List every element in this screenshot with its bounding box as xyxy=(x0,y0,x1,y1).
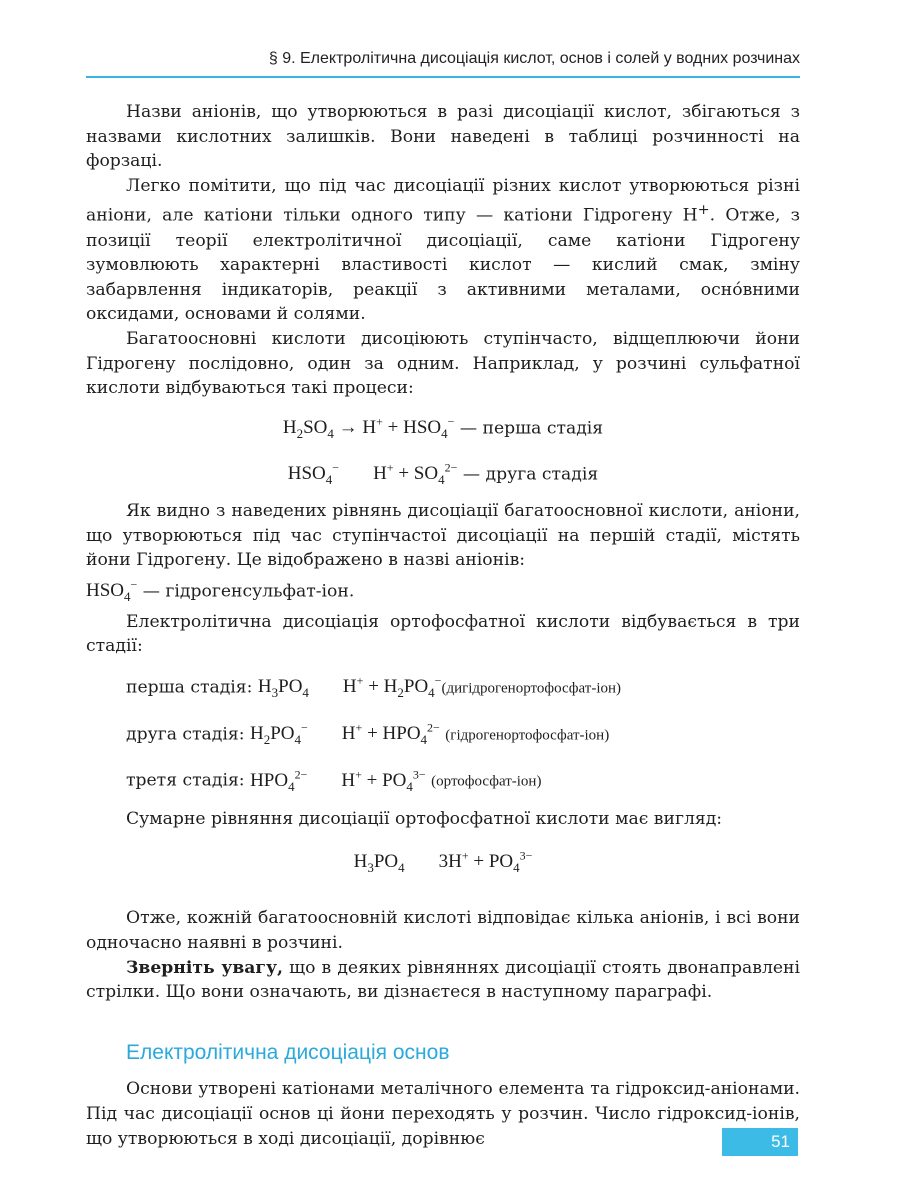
stage-label: — друга стадія xyxy=(462,463,599,484)
paragraph-text: що в деяких рівняннях дисоціації стоять двонаправлені стрілки. Що вони означають, ви дізнаєтеся в наступному параграфі. xyxy=(86,957,800,1003)
stage-label: перша стадія: xyxy=(126,677,253,698)
equation-phosphoric-stage-3 xyxy=(126,762,800,799)
paragraph-text: Легко помітити, що під час дисоціації різних кислот утворюються різні аніони, але катіони тільки одного типу — катіони Гідрогену H xyxy=(86,175,800,227)
paragraph-hydrosulfate-line xyxy=(86,573,800,610)
page-number: 51 xyxy=(722,1128,798,1156)
stage-label: третя стадія: xyxy=(126,770,245,791)
paragraph-stepwise-anions: Як видно з наведених рівнянь дисоціації багатоосновної кислоти, аніони, що утворюються під час ступінчастої дисоціації на першій стадії, містять йони Гідрогену. Це відображено в назві аніонів: xyxy=(86,501,800,571)
paragraph-attention xyxy=(86,956,800,1005)
formula: $HPO_4^{2-}$ $H^+ + PO_4^{3-}$ xyxy=(250,767,426,794)
equation-phosphoric-total xyxy=(86,844,800,881)
paragraph-text: . Отже, з позиції теорії електролітичної дисоціації, саме катіони Гідрогену зумовлюють характерні властивості кислот — кислий смак, зміну забарвлення індикаторів, реакції з активними металами, осно́вними оксидами, основами й солями. xyxy=(86,206,801,325)
attention-bold: Зверніть увагу, xyxy=(126,957,283,978)
equation-sulfuric-stage-2 xyxy=(86,456,800,493)
equation-phosphoric-stage-1 xyxy=(126,669,800,706)
stage-label: — перша стадія xyxy=(459,418,604,439)
formula: $HSO_4^-$ xyxy=(86,578,138,605)
ion-name-note: (ортофосфат-іон) xyxy=(431,773,542,790)
formula: $H_2SO_4 \to H^+ + HSO_4^-$ xyxy=(282,414,455,441)
formula: $HSO_4^-$ $H^+ + SO_4^{2-}$ xyxy=(287,460,458,487)
page-content xyxy=(86,100,800,1151)
ion-name-note: (дигідрогенортофосфат-іон) xyxy=(441,680,622,697)
paragraph-bases: Основи утворені катіонами металічного елемента та гідроксид-аніонами. Під час дисоціації основ ці йони переходять у розчин. Число гідроксид-іонів, що утворюються в ході дисоціації, дорівнює xyxy=(86,1079,800,1149)
paragraph-text: — гідрогенсульфат-іон. xyxy=(142,581,355,602)
formula: $H_3PO_4$ $H^+ + H_2PO_4^-$ xyxy=(257,673,442,701)
paragraph-polybasic-acids: Багатоосновні кислоти дисоціюють ступінчасто, відщеплюючи йони Гідрогену послідовно, один за одним. Наприклад, у розчині сульфатної кислоти відбуваються такі процеси: xyxy=(86,329,800,399)
paragraph-hydrogen-cations xyxy=(86,174,800,327)
running-title: § 9. Електролітична дисоціація кислот, основ і солей у водних розчинах xyxy=(268,50,800,67)
ion-name-note: (гідрогенортофосфат-іон) xyxy=(445,727,610,744)
equation-phosphoric-stage-2 xyxy=(126,716,800,753)
paragraph-phosphoric-intro: Електролітична дисоціація ортофосфатної кислоти відбувається в три стадії: xyxy=(86,611,800,657)
formula: $H_3PO_4$ $3H^+ + PO_4^{3-}$ xyxy=(353,848,533,875)
paragraph-anion-names: Назви аніонів, що утворюються в разі дисоціації кислот, збігаються з назвами кислотних залишків. Вони наведені в таблиці розчинності на форзаці. xyxy=(86,102,800,172)
header-rule xyxy=(86,76,800,78)
paragraph-multiple-anions: Отже, кожній багатоосновній кислоті відповідає кілька аніонів, і всі вони одночасно наявні в розчині. xyxy=(86,908,800,954)
stage-label: друга стадія: xyxy=(126,724,245,745)
formula: $H_2PO_4^-$ $H^+ + HPO_4^{2-}$ xyxy=(249,720,440,747)
superscript-charge: + xyxy=(697,202,710,219)
paragraph-summary-equation: Сумарне рівняння дисоціації ортофосфатної кислоти має вигляд: xyxy=(126,809,723,830)
section-heading: Електролітична дисоціація основ xyxy=(126,1040,450,1064)
equation-sulfuric-stage-1 xyxy=(86,410,800,447)
